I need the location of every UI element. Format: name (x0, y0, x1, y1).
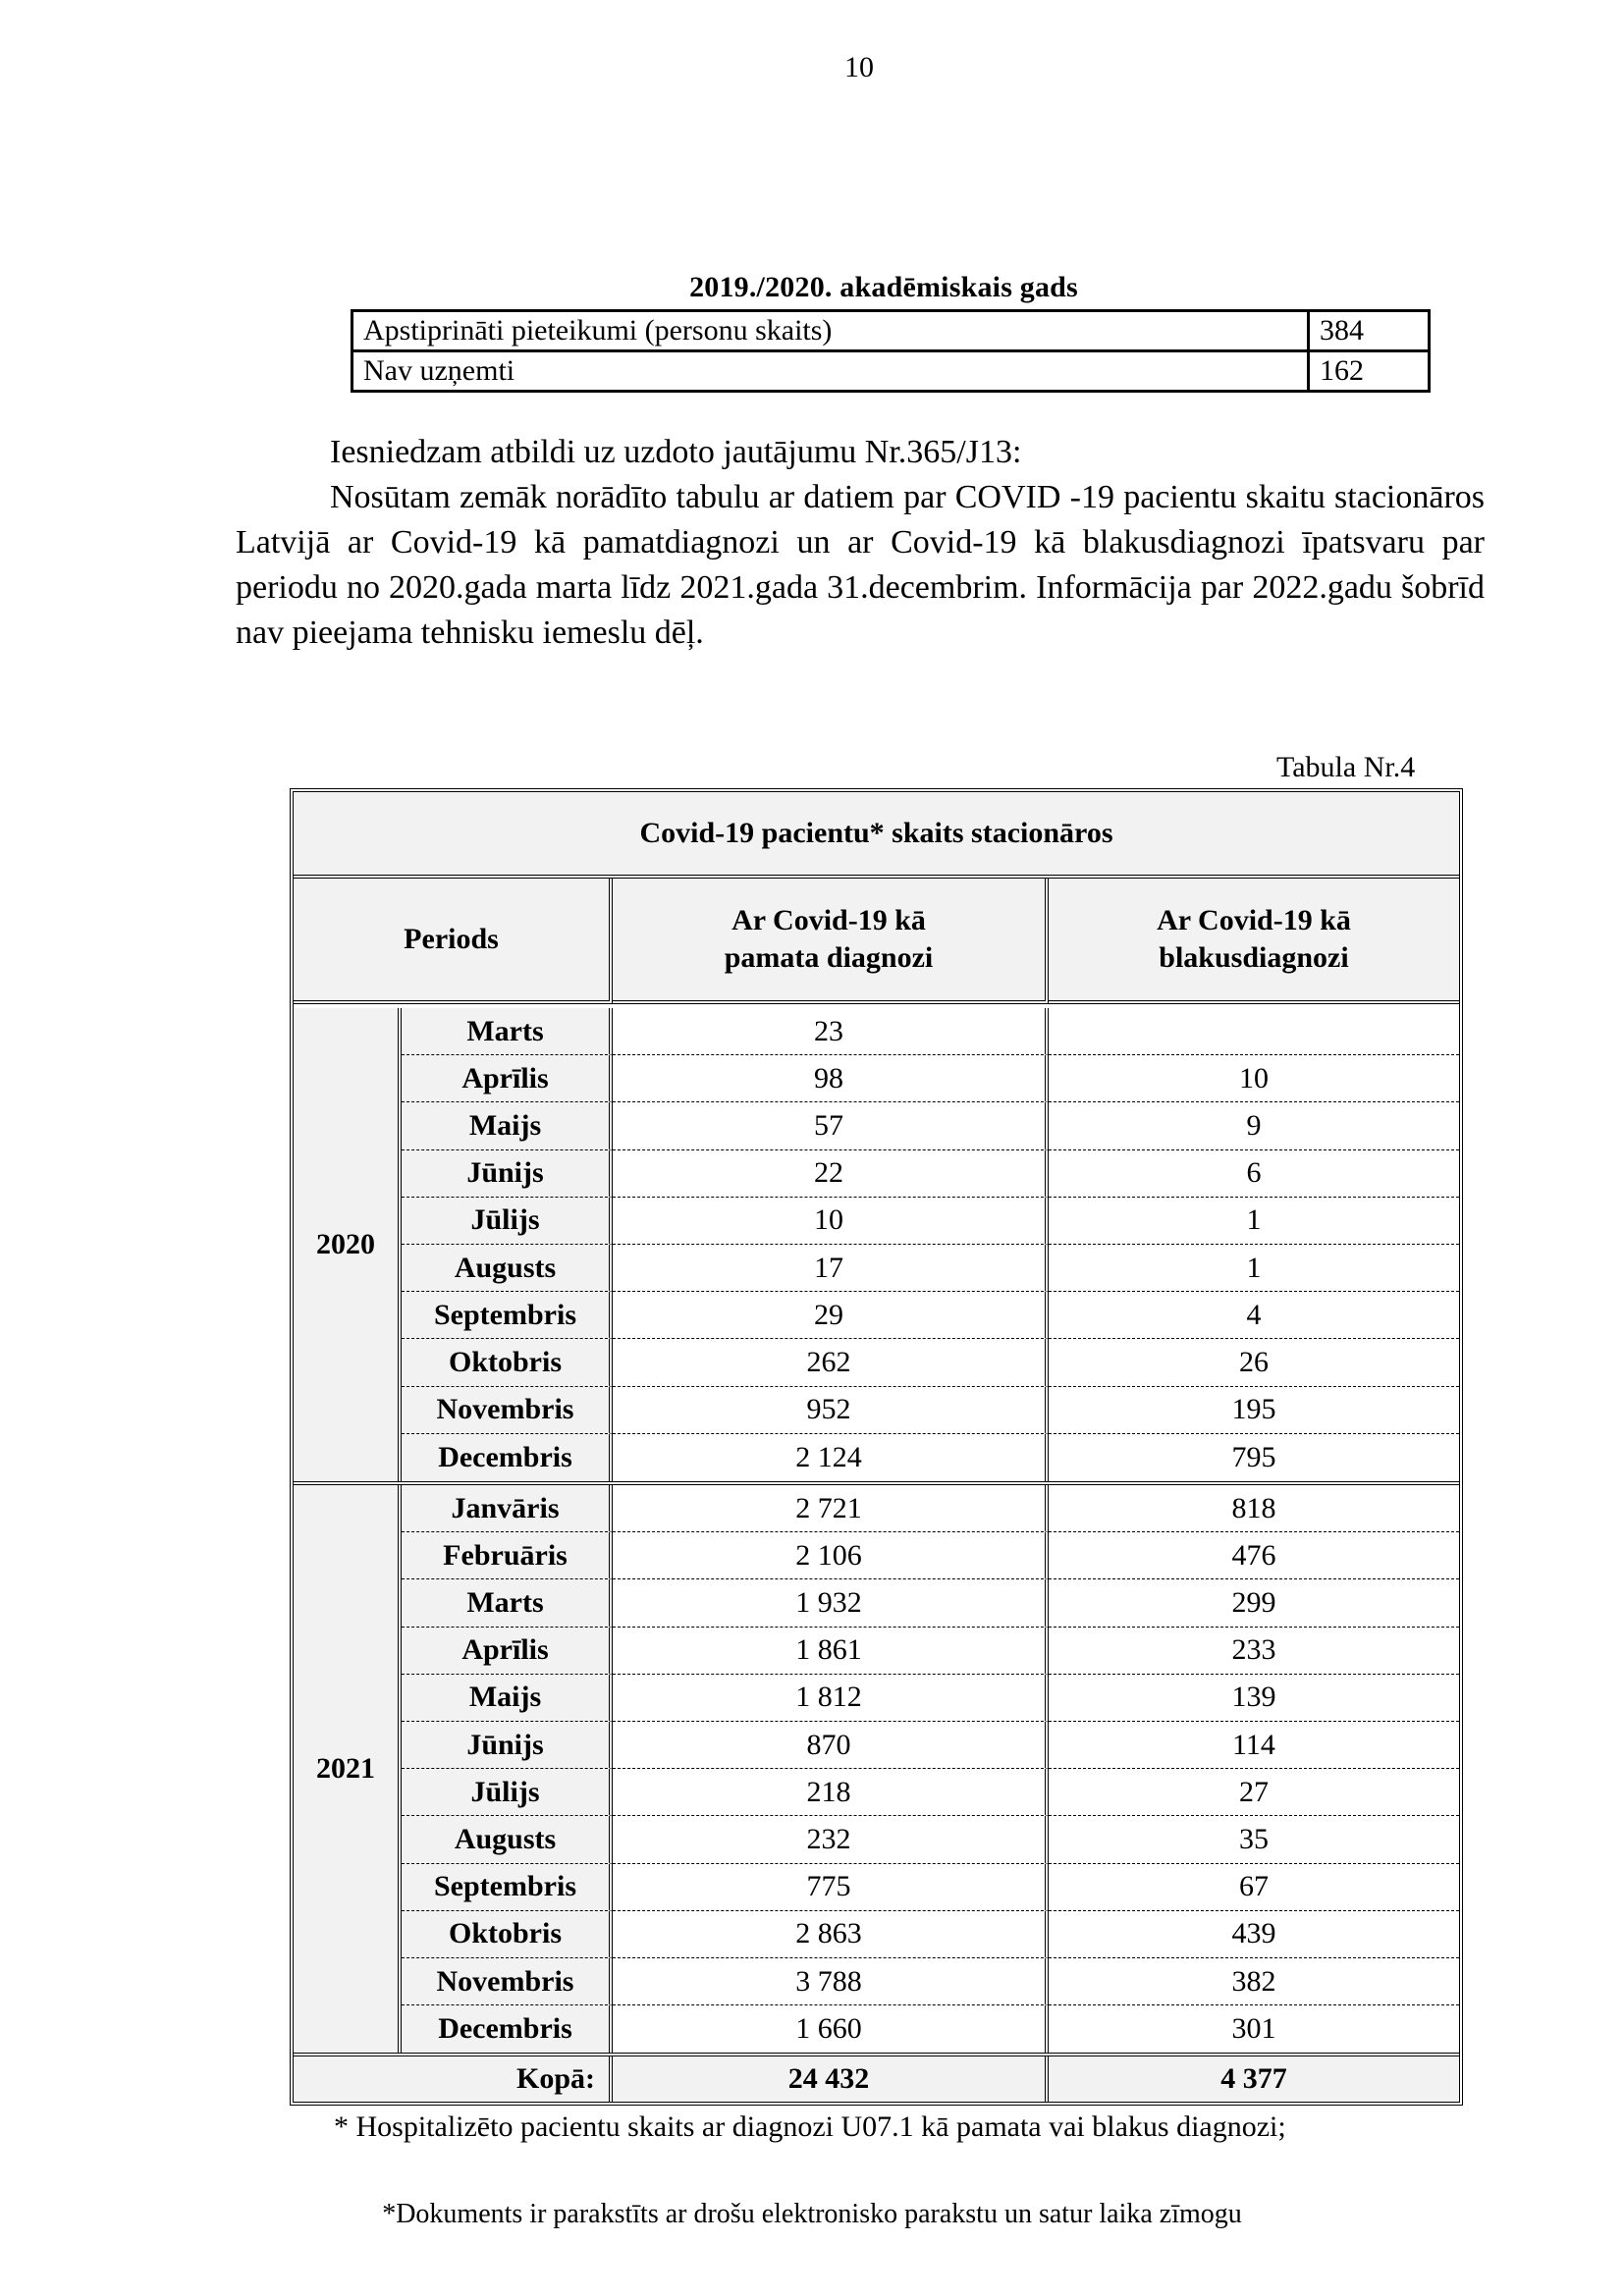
primary-diagnosis-value: 23 (613, 1008, 1049, 1055)
secondary-diagnosis-value: 818 (1049, 1485, 1459, 1532)
secondary-diagnosis-value (1049, 1008, 1459, 1055)
month-label: Augusts (402, 1816, 613, 1863)
academic-year-table (351, 309, 1431, 393)
month-label: Aprīlis (402, 1055, 613, 1102)
primary-diagnosis-value: 10 (613, 1198, 1049, 1245)
body-text (236, 430, 1485, 656)
secondary-diagnosis-value: 26 (1049, 1339, 1459, 1386)
academic-year-title: 2019./2020. akadēmiskais gads (689, 271, 1078, 303)
secondary-diagnosis-value: 439 (1049, 1911, 1459, 1958)
primary-diagnosis-value: 870 (613, 1722, 1049, 1769)
month-label: Oktobris (402, 1339, 613, 1386)
month-label: Maijs (402, 1102, 613, 1149)
month-label: Janvāris (402, 1485, 613, 1532)
header-secondary-diagnosis (1049, 879, 1459, 1004)
secondary-diagnosis-value: 1 (1049, 1245, 1459, 1292)
month-label: Decembris (402, 2005, 613, 2053)
month-label: Marts (402, 1008, 613, 1055)
secondary-diagnosis-value: 233 (1049, 1628, 1459, 1675)
primary-diagnosis-value: 1 932 (613, 1579, 1049, 1627)
secondary-diagnosis-value: 476 (1049, 1532, 1459, 1579)
table-footnote: * Hospitalizēto pacientu skaits ar diagnozi U07.1 kā pamata vai blakus diagnozi; (334, 2110, 1286, 2143)
secondary-diagnosis-value: 1 (1049, 1198, 1459, 1245)
table-title: Covid-19 pacientu* skaits stacionāros (294, 792, 1459, 879)
total-primary-value: 24 432 (613, 2056, 1049, 2102)
primary-diagnosis-value: 1 660 (613, 2005, 1049, 2053)
month-label: Maijs (402, 1675, 613, 1722)
table-row (352, 351, 1430, 392)
primary-diagnosis-value: 57 (613, 1102, 1049, 1149)
secondary-diagnosis-value: 299 (1049, 1579, 1459, 1627)
page-number: 10 (844, 51, 874, 83)
primary-diagnosis-value: 2 124 (613, 1434, 1049, 1481)
header-periods: Periods (294, 879, 613, 1004)
header-primary-diagnosis (613, 879, 1049, 1004)
primary-diagnosis-value: 98 (613, 1055, 1049, 1102)
month-label: Novembris (402, 1958, 613, 2005)
primary-diagnosis-value: 2 863 (613, 1911, 1049, 1958)
secondary-diagnosis-value: 795 (1231, 1440, 1276, 1473)
row-label: Apstiprināti pieteikumi (personu skaits) (352, 311, 1309, 351)
primary-diagnosis-value: 2 106 (613, 1532, 1049, 1579)
primary-diagnosis-value: 1 812 (613, 1675, 1049, 1722)
table-caption: Tabula Nr.4 (1276, 751, 1416, 783)
month-label: Februāris (402, 1532, 613, 1579)
month-label: Jūnijs (402, 1722, 613, 1769)
body-paragraph: Nosūtam zemāk norādīto tabulu ar datiem par COVID -19 pacientu skaitu stacionāros Latvijā ar Covid-19 kā pamatdiagnozi un ar Covid-19 kā blakusdiagnozi īpatsvaru par periodu no 2020.gada marta līdz 2021.gada 31.decembrim. Informācija par 2022.gadu šobrīd nav pieejama tehnisku iemeslu dēļ. (236, 479, 1485, 651)
secondary-diagnosis-value: 195 (1049, 1387, 1459, 1434)
total-secondary-value: 4 377 (1049, 2056, 1459, 2102)
secondary-diagnosis-value: 10 (1049, 1055, 1459, 1102)
secondary-diagnosis-value: 27 (1049, 1769, 1459, 1816)
secondary-diagnosis-value: 382 (1049, 1958, 1459, 2005)
secondary-diagnosis-value: 4 (1049, 1292, 1459, 1339)
primary-diagnosis-value: 262 (613, 1339, 1049, 1386)
month-label: Oktobris (402, 1911, 613, 1958)
month-label: Novembris (402, 1387, 613, 1434)
primary-diagnosis-value: 29 (613, 1292, 1049, 1339)
month-label: Augusts (402, 1245, 613, 1292)
row-value: 384 (1309, 311, 1430, 351)
primary-diagnosis-value: 17 (613, 1245, 1049, 1292)
year-cell: 2020 (294, 1008, 402, 1481)
secondary-diagnosis-value: 67 (1049, 1864, 1459, 1911)
header-primary-label: Ar Covid-19 kā pamata diagnozi (724, 904, 934, 974)
secondary-diagnosis-value: 9 (1049, 1102, 1459, 1149)
table-row (352, 311, 1430, 351)
month-label: Jūlijs (402, 1769, 613, 1816)
month-label: Septembris (402, 1864, 613, 1911)
primary-diagnosis-value: 218 (613, 1769, 1049, 1816)
primary-diagnosis-value: 22 (613, 1150, 1049, 1198)
covid-patients-table (290, 788, 1463, 2106)
secondary-diagnosis-value: 35 (1049, 1816, 1459, 1863)
secondary-diagnosis-value: 139 (1049, 1675, 1459, 1722)
row-label: Nav uzņemti (352, 351, 1309, 392)
year-cell: 2021 (294, 1485, 402, 2053)
primary-diagnosis-value: 1 861 (613, 1628, 1049, 1675)
header-secondary-label: Ar Covid-19 kā blakusdiagnozi (1157, 904, 1351, 974)
month-label: Aprīlis (402, 1628, 613, 1675)
total-label: Kopā: (294, 2056, 613, 2102)
primary-diagnosis-value: 775 (613, 1864, 1049, 1911)
month-label: Septembris (402, 1292, 613, 1339)
secondary-diagnosis-value: 114 (1049, 1722, 1459, 1769)
secondary-diagnosis-value: 301 (1231, 2012, 1276, 2046)
secondary-diagnosis-value: 6 (1049, 1150, 1459, 1198)
month-label: Decembris (402, 1434, 613, 1481)
primary-diagnosis-value: 952 (613, 1387, 1049, 1434)
primary-diagnosis-value: 2 721 (613, 1485, 1049, 1532)
month-label: Marts (402, 1579, 613, 1627)
row-value: 162 (1309, 351, 1430, 392)
question-reference: Iesniedzam atbildi uz uzdoto jautājumu Nr.365/J13: (330, 434, 1022, 470)
month-label: Jūlijs (402, 1198, 613, 1245)
month-label: Jūnijs (402, 1150, 613, 1198)
signature-note: *Dokuments ir parakstīts ar drošu elektronisko parakstu un satur laika zīmogu (382, 2199, 1242, 2229)
primary-diagnosis-value: 232 (613, 1816, 1049, 1863)
primary-diagnosis-value: 3 788 (613, 1958, 1049, 2005)
